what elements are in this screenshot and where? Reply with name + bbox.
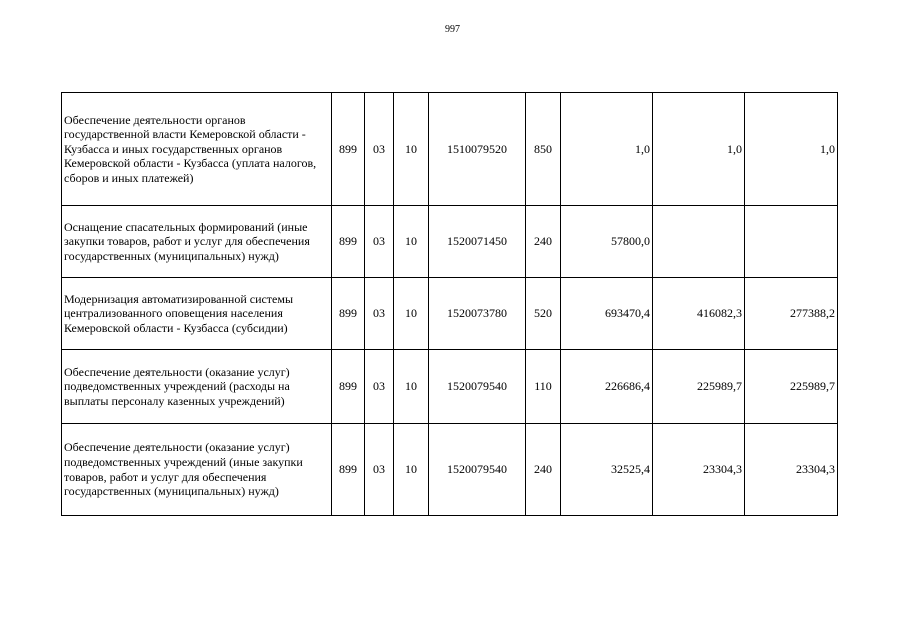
table-row [62, 93, 838, 206]
amount-year1-cell: 1,0 [561, 93, 653, 206]
expense-type-code-cell: 520 [526, 278, 561, 350]
budget-table [61, 92, 838, 516]
section-code-cell: 03 [365, 206, 394, 278]
amount-year1-cell: 693470,4 [561, 278, 653, 350]
target-article-code-cell: 1520073780 [429, 278, 526, 350]
amount-year2-cell: 23304,3 [653, 424, 745, 516]
ministry-code-cell: 899 [332, 206, 365, 278]
section-code-cell: 03 [365, 424, 394, 516]
expense-name-cell: Оснащение спасательных формирований (иные закупки товаров, работ и услуг для обеспечения государственных (муниципальных) нужд) [62, 206, 332, 278]
table-row [62, 350, 838, 424]
subsection-code-cell: 10 [394, 93, 429, 206]
target-article-code-cell: 1520079540 [429, 350, 526, 424]
expense-name-cell: Обеспечение деятельности (оказание услуг) подведомственных учреждений (иные закупки товаров, работ и услуг для обеспечения государственных (муниципальных) нужд) [62, 424, 332, 516]
table-row [62, 424, 838, 516]
target-article-code-cell: 1520071450 [429, 206, 526, 278]
amount-year3-cell: 23304,3 [745, 424, 838, 516]
expense-type-code-cell: 240 [526, 424, 561, 516]
amount-year2-cell: 416082,3 [653, 278, 745, 350]
amount-year1-cell: 57800,0 [561, 206, 653, 278]
subsection-code-cell: 10 [394, 206, 429, 278]
section-code-cell: 03 [365, 93, 394, 206]
amount-year2-cell [653, 206, 745, 278]
expense-name-cell: Модернизация автоматизированной системы централизованного оповещения населения Кемеровской области - Кузбасса (субсидии) [62, 278, 332, 350]
amount-year1-cell: 226686,4 [561, 350, 653, 424]
table-row [62, 278, 838, 350]
expense-type-code-cell: 850 [526, 93, 561, 206]
target-article-code-cell: 1520079540 [429, 424, 526, 516]
page-number: 997 [445, 24, 460, 35]
amount-year3-cell: 277388,2 [745, 278, 838, 350]
ministry-code-cell: 899 [332, 93, 365, 206]
ministry-code-cell: 899 [332, 278, 365, 350]
amount-year3-cell [745, 206, 838, 278]
expense-name-cell: Обеспечение деятельности органов государственной власти Кемеровской области - Кузбасса и иных государственных органов Кемеровской области - Кузбасса (уплата налогов, сборов и иных платежей) [62, 93, 332, 206]
subsection-code-cell: 10 [394, 424, 429, 516]
subsection-code-cell: 10 [394, 278, 429, 350]
expense-name-cell: Обеспечение деятельности (оказание услуг) подведомственных учреждений (расходы на выплаты персоналу казенных учреждений) [62, 350, 332, 424]
budget-table-body [62, 93, 838, 516]
amount-year3-cell: 225989,7 [745, 350, 838, 424]
expense-type-code-cell: 240 [526, 206, 561, 278]
amount-year3-cell: 1,0 [745, 93, 838, 206]
subsection-code-cell: 10 [394, 350, 429, 424]
target-article-code-cell: 1510079520 [429, 93, 526, 206]
section-code-cell: 03 [365, 350, 394, 424]
amount-year2-cell: 1,0 [653, 93, 745, 206]
section-code-cell: 03 [365, 278, 394, 350]
amount-year1-cell: 32525,4 [561, 424, 653, 516]
amount-year2-cell: 225989,7 [653, 350, 745, 424]
table-row [62, 206, 838, 278]
ministry-code-cell: 899 [332, 350, 365, 424]
expense-type-code-cell: 110 [526, 350, 561, 424]
ministry-code-cell: 899 [332, 424, 365, 516]
